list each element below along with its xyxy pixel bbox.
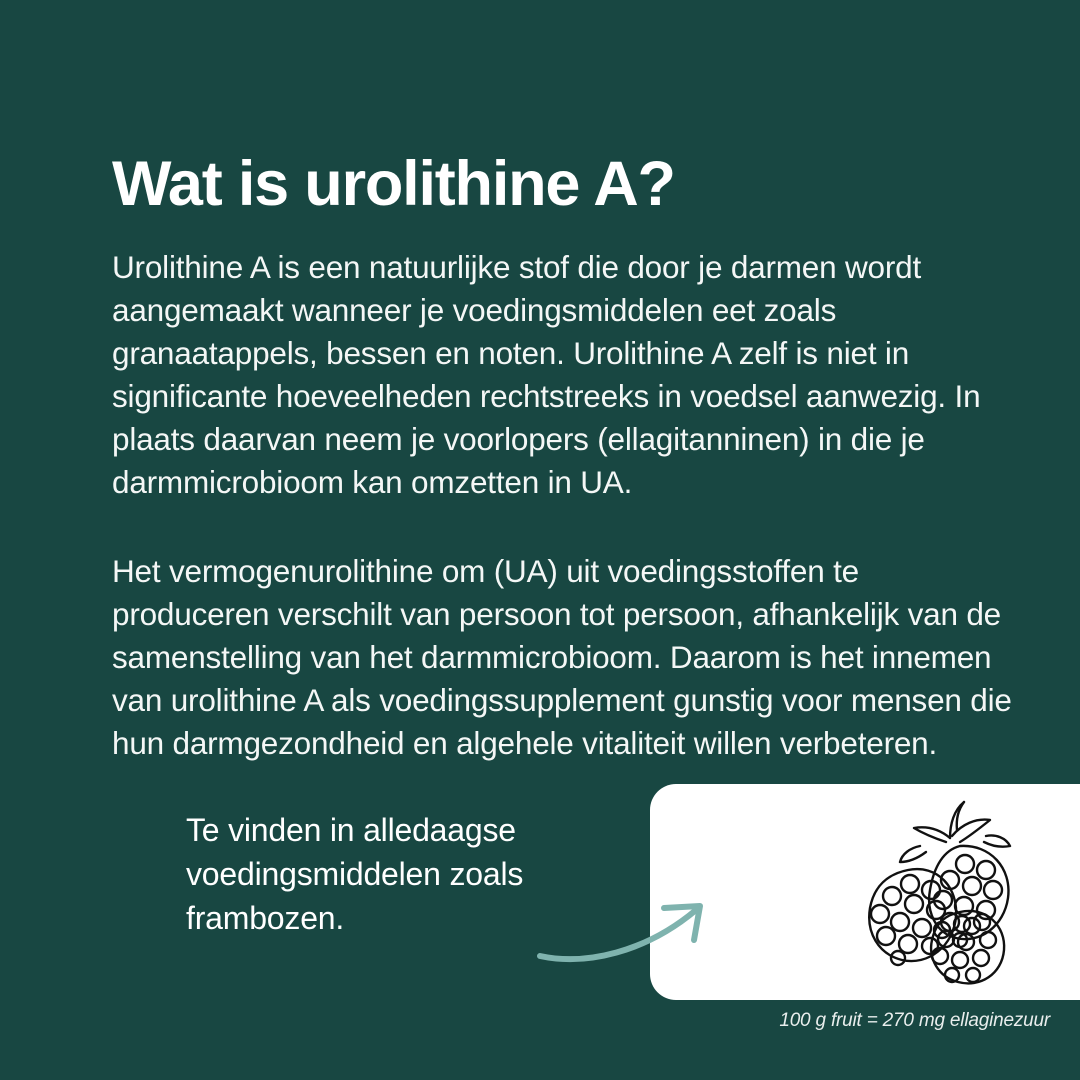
callout-text: Te vinden in alledaagse voedingsmiddelen zoals frambozen. bbox=[186, 812, 524, 937]
page-title: Wat is urolithine A? bbox=[112, 149, 675, 220]
arrow-icon bbox=[536, 880, 766, 975]
raspberry-icon bbox=[800, 794, 1030, 999]
image-caption: 100 g fruit = 270 mg ellaginezuur bbox=[779, 1010, 1050, 1031]
body-paragraph-1: Urolithine A is een natuurlijke stof die door je darmen wordt aangemaakt wanneer je voedingsmiddelen eet zoals granaatappels, bessen en noten. Urolithine A zelf is niet in significante hoeveelheden rechtstreeks in voedsel aanwezig. In plaats daarvan neem je voorlopers (ellagitanninen) in die je darmmicrobioom kan omzetten in UA. bbox=[112, 248, 981, 501]
body-paragraph-2: Het vermogenurolithine om (UA) uit voedingsstoffen te produceren verschilt van persoon tot persoon, afhankelijk van de samenstelling van het darmmicrobioom. Daarom is het innemen van urolithine A als voedingssupplement gunstig voor mensen die hun darmgezondheid en algehele vitaliteit willen verbeteren. bbox=[112, 552, 1012, 762]
